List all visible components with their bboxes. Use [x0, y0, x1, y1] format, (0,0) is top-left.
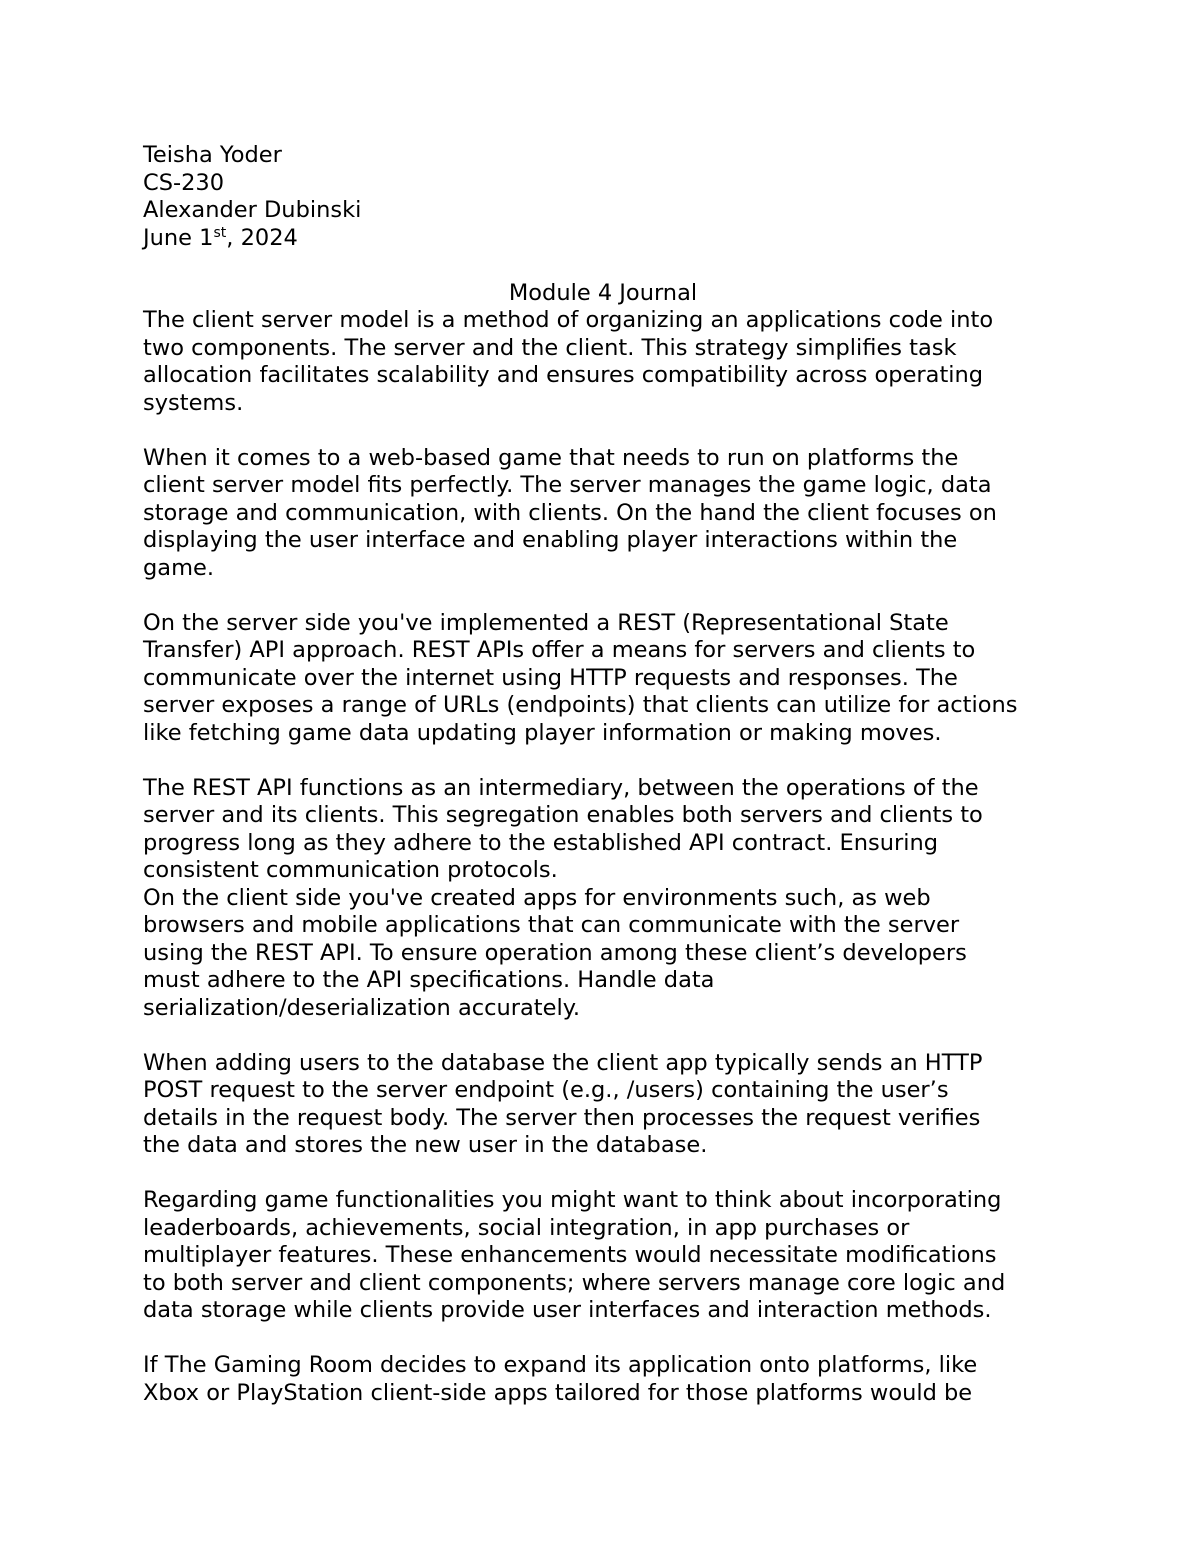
body-paragraph: [143, 307, 1063, 417]
date-year: , 2024: [226, 224, 298, 251]
paragraph-line: POST request to the server endpoint (e.g., /users) containing the user’s: [143, 1077, 949, 1103]
paragraph-line: progress long as they adhere to the established API contract. Ensuring: [143, 829, 939, 856]
paragraph-line: On the client side you've created apps for environments such, as web: [143, 884, 931, 911]
paragraph-line: the data and stores the new user in the database.: [143, 1132, 708, 1158]
instructor-name: Alexander Dubinski: [143, 197, 362, 223]
paragraph-line: When adding users to the database the client app typically sends an HTTP: [143, 1049, 983, 1076]
paragraph-line: browsers and mobile applications that can communicate with the server: [143, 912, 960, 938]
paragraph-line: to both server and client components; where servers manage core logic and: [143, 1269, 1006, 1296]
paragraph-line: On the server side you've implemented a REST (Representational State: [143, 609, 949, 636]
paragraph-line: allocation facilitates scalability and ensures compatibility across operating: [143, 362, 984, 388]
paragraph-line: Xbox or PlayStation client-side apps tailored for those platforms would be: [143, 1379, 973, 1406]
paragraph-line: two components. The server and the client. This strategy simplifies task: [143, 334, 957, 361]
paragraph-line: consistent communication protocols.: [143, 857, 558, 883]
paragraph-list: [143, 307, 1063, 1407]
body-paragraph: [143, 1050, 1063, 1160]
body-paragraph: [143, 885, 1063, 1023]
document-date: [143, 225, 1063, 253]
body-paragraph: [143, 1187, 1063, 1325]
paragraph-line: The REST API functions as an intermediary, between the operations of the: [143, 774, 979, 801]
paragraph-line: systems.: [143, 389, 244, 416]
paragraph-line: client server model fits perfectly. The server manages the game logic, data: [143, 472, 992, 498]
paragraph-line: Regarding game functionalities you might want to think about incorporating: [143, 1187, 1002, 1213]
paragraph-line: serialization/deserialization accurately.: [143, 994, 580, 1021]
paragraph-line: game.: [143, 554, 214, 581]
paragraph-line: using the REST API. To ensure operation among these client’s developers: [143, 939, 967, 966]
paragraph-line: multiplayer features. These enhancements would necessitate modifications: [143, 1242, 997, 1268]
document-body: [143, 142, 1063, 1407]
paragraph-line: must adhere to the API specifications. Handle data: [143, 967, 715, 993]
body-paragraph: [143, 610, 1063, 748]
paragraph-line: leaderboards, achievements, social integration, in app purchases or: [143, 1214, 910, 1241]
paragraph-line: server and its clients. This segregation enables both servers and clients to: [143, 802, 983, 828]
paragraph-line: The client server model is a method of organizing an applications code into: [143, 307, 994, 333]
body-paragraph: [143, 445, 1063, 583]
paragraph-line: server exposes a range of URLs (endpoints) that clients can utilize for actions: [143, 692, 1018, 718]
paragraph-line: displaying the user interface and enabling player interactions within the: [143, 527, 958, 553]
author-name: Teisha Yoder: [143, 142, 282, 168]
date-ordinal-suffix: st: [213, 224, 227, 241]
paragraph-line: When it comes to a web-based game that needs to run on platforms the: [143, 444, 959, 471]
paragraph-line: Transfer) API approach. REST APIs offer a means for servers and clients to: [143, 637, 976, 663]
course-code: CS-230: [143, 169, 225, 196]
paragraph-line: details in the request body. The server then processes the request verifies: [143, 1104, 981, 1131]
paragraph-line: storage and communication, with clients. On the hand the client focuses on: [143, 499, 997, 526]
paragraph-line: communicate over the internet using HTTP requests and responses. The: [143, 664, 958, 691]
body-paragraph: [143, 775, 1063, 885]
paragraph-line: If The Gaming Room decides to expand its application onto platforms, like: [143, 1352, 978, 1378]
date-month-day: June 1: [143, 224, 214, 251]
document-title: Module 4 Journal: [508, 279, 698, 306]
paragraph-line: like fetching game data updating player information or making moves.: [143, 719, 942, 746]
paragraph-line: data storage while clients provide user interfaces and interaction methods.: [143, 1297, 992, 1323]
body-paragraph: [143, 1352, 1063, 1407]
